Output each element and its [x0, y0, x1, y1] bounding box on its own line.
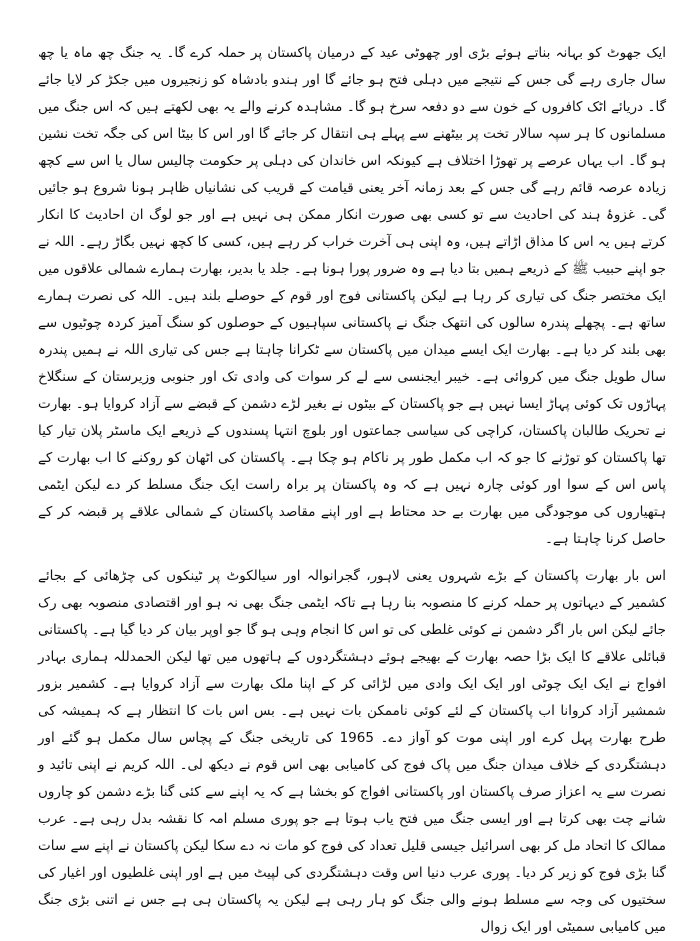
- paragraph-2: اس بار بھارت پاکستان کے بڑے شہروں یعنی لاہور، گجرانوالہ اور سیالکوٹ پر ٹینکوں کی چڑھائی کے بجائے کشمیر کے دیہاتوں پر حملہ کرنے کا منصوبہ بنا رہا ہے تاکہ ایٹمی جنگ بھی نہ ہو اور اقتصادی منصوبہ بھی رک جائے لیکن اس بار اگر دشمن نے کوئی غلطی کی تو اس کا انجام وہی ہو گا جو اوپر بیان کر دیا گیا ہے۔ پاکستانی قبائلی علاقے کا ایک بڑا حصہ بھارت کے بھیجے ہوئے دہشتگردوں کے ہاتھوں میں تھا لیکن الحمدللہ ہماری بہادر افواج نے ایک ایک چوٹی اور ایک ایک وادی میں لڑائی کر کے اپنا ملک بھارت سے آزاد کروایا ہے۔ کشمیر بزور شمشیر آزاد کروانا اب پاکستان کے لئے کوئی ناممکن بات نہیں ہے۔ بس اس بات کا انتظار ہے کہ ہمیشہ کی طرح بھارت پہل کرے اور اپنی موت کو آواز دے۔ 1965 کی تاریخی جنگ کے پچاس سال مکمل ہو گئے اور دہشتگردی کے خلاف میدان جنگ میں پاک فوج کی کامیابی بھی اس قوم نے دیکھ لی۔ اللہ کریم نے اپنی تائید و نصرت سے یہ اعزاز صرف پاکستان اور پاکستانی افواج کو بخشا ہے کہ یہ اپنے سے کئی گنا بڑے دشمن کو چاروں شانے چت بھی کرتا ہے اور ایسی جنگ میں فتح یاب ہوتا ہے جو پوری مسلم امہ کا نقشہ بدل رہی ہے۔ عرب ممالک کا اتحاد مل کر بھی اسرائیل جیسی قلیل تعداد کی فوج کو مات نہ دے سکا لیکن پاکستان نے اپنے سے سات گنا بڑی فوج کو زیر کر دیا۔ پوری عرب دنیا اس وقت دہشتگردی کی لپیٹ میں ہے اور اپنی غلطیوں اور اغیار کی سختیوں کی وجہ سے مسلط ہونے والی جنگ کو ہار رہی ہے لیکن یہ پاکستان ہی ہے جس نے اتنی بڑی جنگ میں کامیابی سمیٹی اور ایک زوال: [38, 568, 666, 935]
- paragraph-1: ایک جھوٹ کو بہانہ بناتے ہوئے بڑی اور چھوٹی عید کے درمیان پاکستان پر حملہ کرے گا۔ یہ جنگ چھ ماہ یا چھ سال جاری رہے گی جس کے نتیجے میں دہلی فتح ہو جائے گا اور ہندو بادشاہ کو زنجیروں میں جکڑ کر لایا جائے گا۔ دریائے اٹک کافروں کے خون سے دو دفعہ سرخ ہو گا۔ مشاہدہ کرنے والے یہ بھی لکھتے ہیں کہ اس جنگ میں مسلمانوں کا ہر سپہ سالار تخت پر بیٹھنے سے پہلے ہی انتقال کر جائے گا اور اس کا بیٹا اس کی جگہ تخت نشین ہو گا۔ اب یہاں عرصے پر تھوڑا اختلاف ہے کیونکہ اس خاندان کی دہلی پر حکومت چالیس سال یا اس سے کچھ زیادہ عرصہ قائم رہے گی جس کے بعد زمانہ آخر یعنی قیامت کے قریب کی نشانیاں ظاہر ہونا شروع ہو جائیں گی۔ غزوۂ ہند کی احادیث سے تو کسی بھی صورت انکار ممکن ہی نہیں ہے اور جو لوگ ان احادیث کا انکار کرتے ہیں یہ اس کا مذاق اڑاتے ہیں، وہ اپنی ہی آخرت خراب کر رہے ہیں، کسی کا کچھ نہیں بگاڑ رہے۔ اللہ نے جو اپنے حبیب ﷺ کے ذریعے ہمیں بتا دیا ہے وہ ضرور پورا ہونا ہے۔ جلد یا بدیر، بھارت ہمارے شمالی علاقوں میں ایک مختصر جنگ کی تیاری کر رہا ہے لیکن پاکستانی فوج اور قوم کے حوصلے بلند ہیں۔ اللہ کی نصرت ہمارے ساتھ ہے۔ پچھلے پندرہ سالوں کی انتھک جنگ نے پاکستانی سپاہیوں کے حوصلوں کو سنگ آمیز کردہ چوٹیوں سے بھی بلند کر دیا ہے۔ بھارت ایک ایسے میدان میں پاکستان سے ٹکرانا چاہتا ہے جس کی تیاری اللہ نے ہمیں پندرہ سال طویل جنگ میں کروائی ہے۔ خیبر ایجنسی سے لے کر سوات کی وادی تک اور جنوبی وزیرستان کے سنگلاخ پہاڑوں تک کوئی پہاڑ ایسا نہیں ہے جو پاکستان کے بیٹوں نے بغیر لڑے دشمن کے قبضے سے آزاد کروایا ہو۔ بھارت نے تحریک طالبان پاکستان، کراچی کی سیاسی جماعتوں اور بلوچ انتہا پسندوں کے ذریعے ایک ماسٹر پلان تیار کیا تھا پاکستان کو توڑنے کا جو کہ اب مکمل طور پر ناکام ہو چکا ہے۔ پاکستان کی اٹھان کو روکنے کا اب بھارت کے پاس اس کے سوا اور کوئی چارہ نہیں ہے کہ وہ پاکستان پر براہ راست ایک جنگ مسلط کر دے لیکن ایٹمی ہتھیاروں کی موجودگی میں بھارت بے حد محتاط ہے اور اپنے مقاصد پاکستان کے شمالی علاقے پر قبضہ کر کے حاصل کرنا چاہتا ہے۔: [38, 45, 666, 547]
- article-body: [38, 40, 666, 935]
